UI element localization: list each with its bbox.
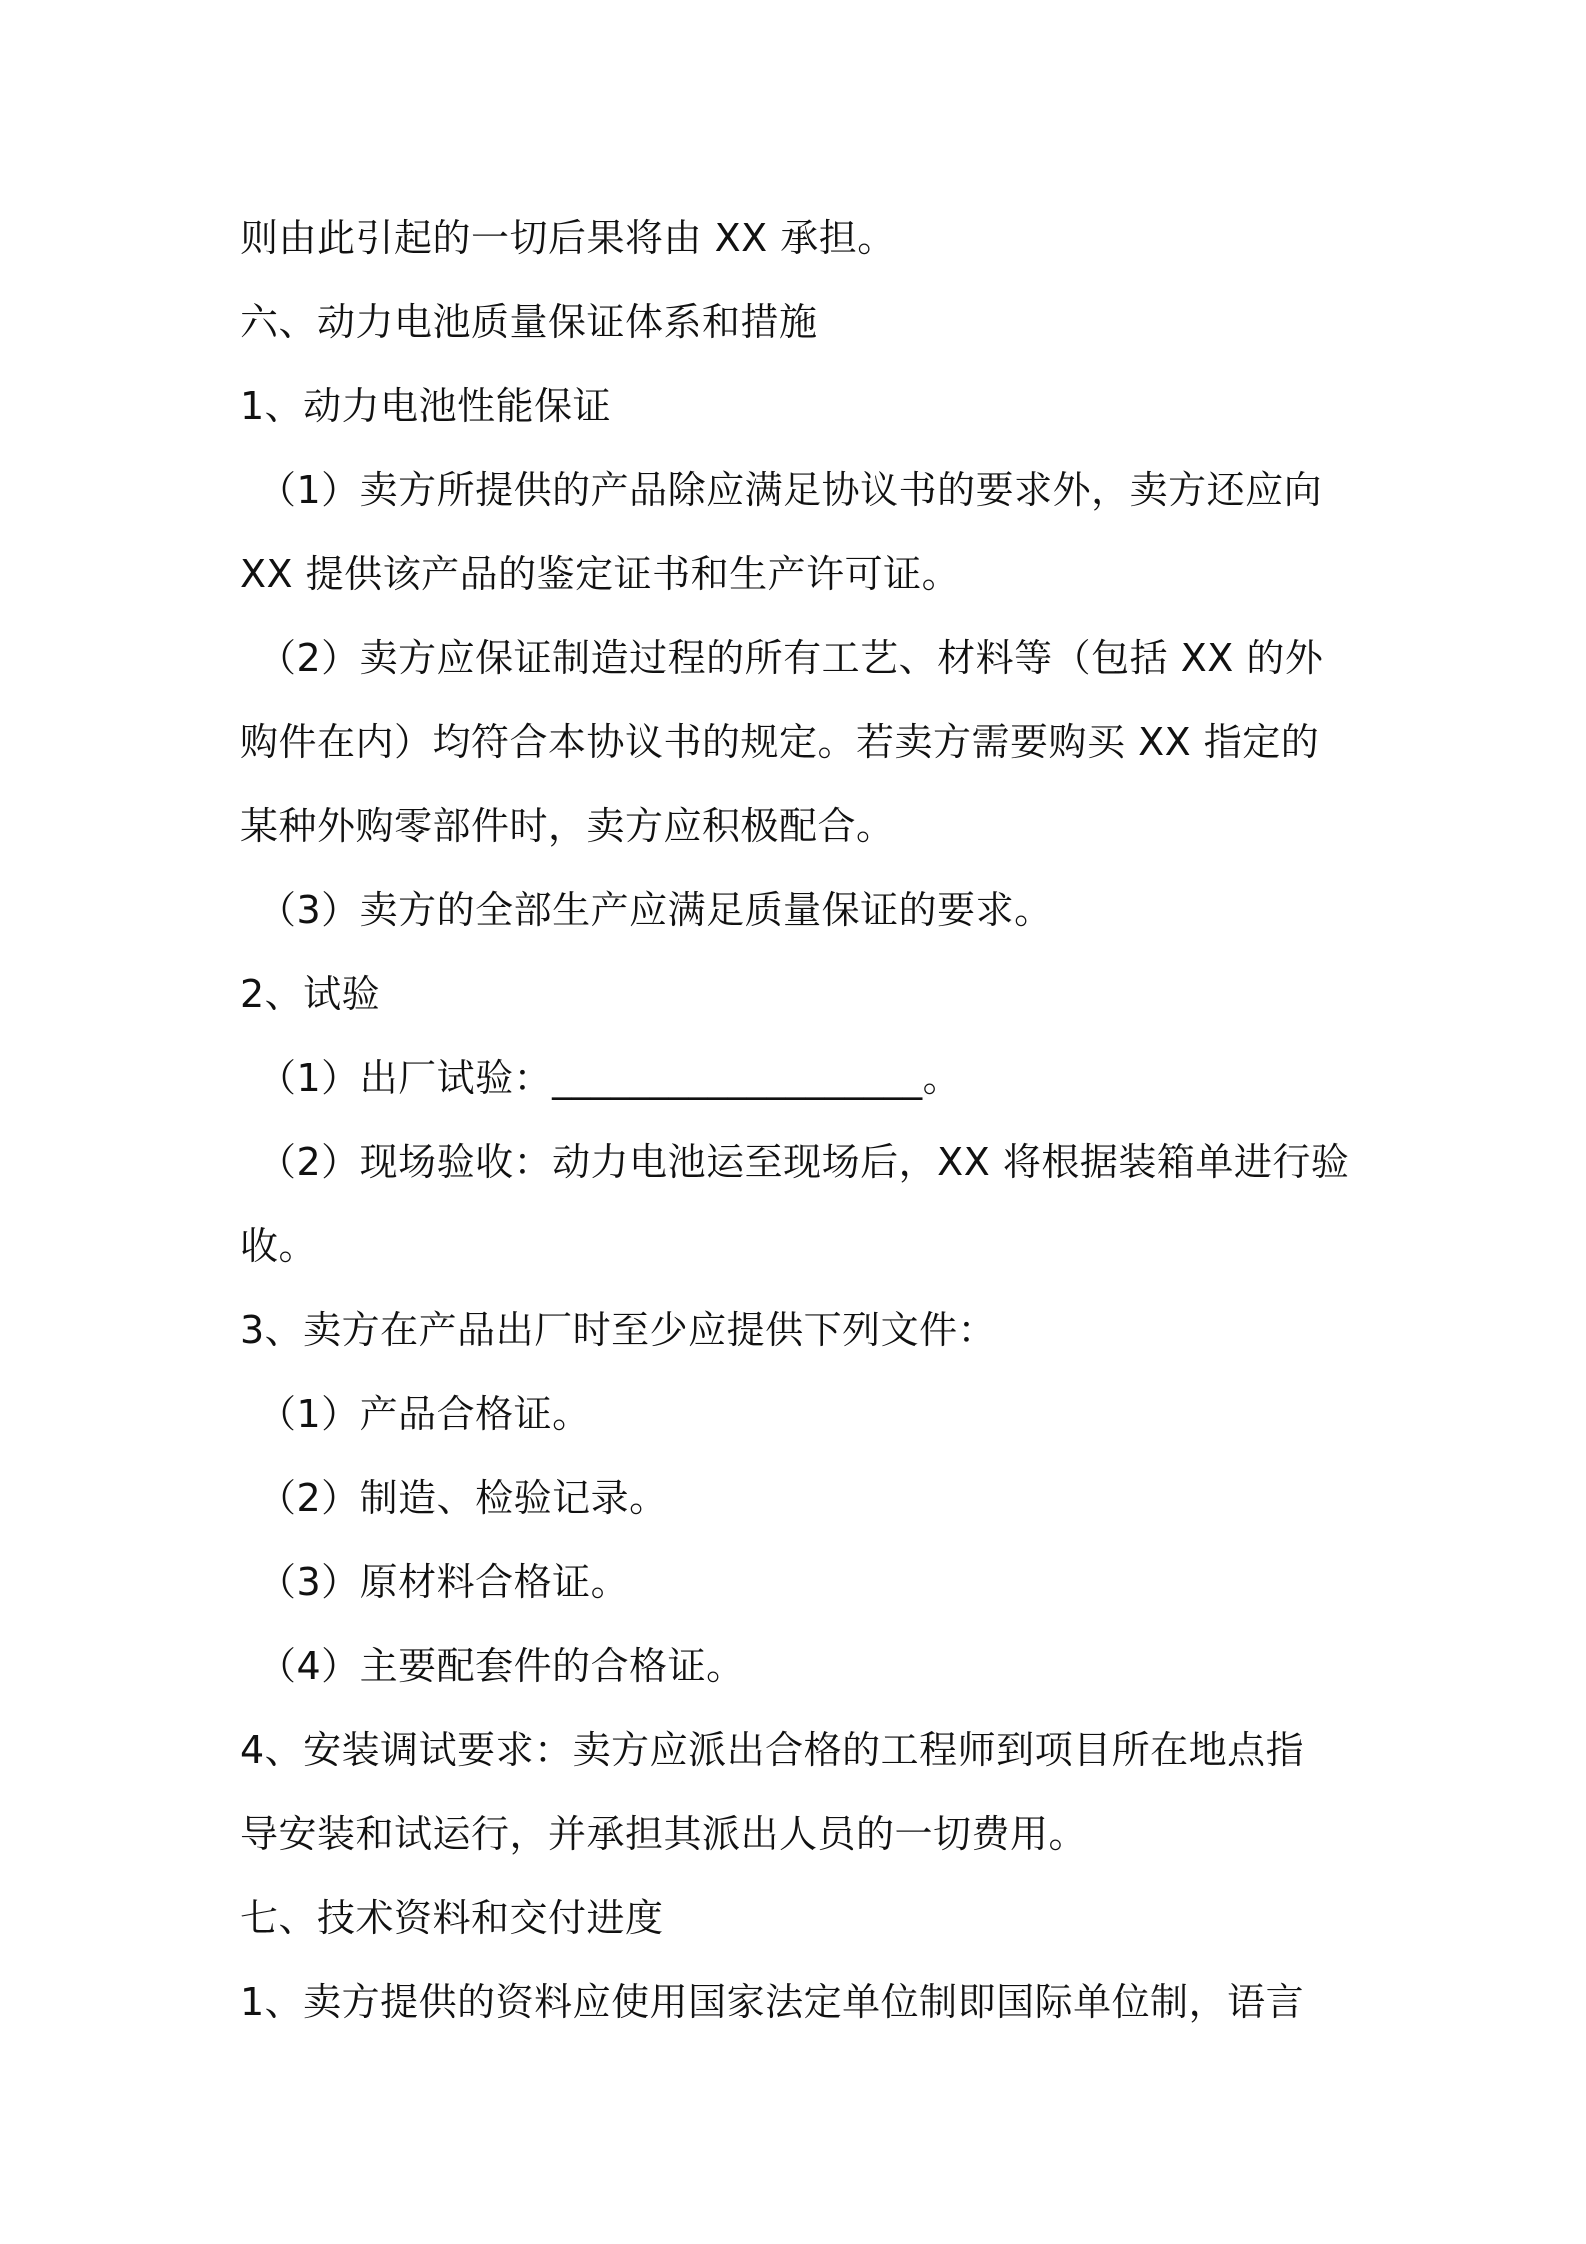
document-body (240, 196, 1360, 2044)
section-heading-technical-data: 七、技术资料和交付进度 (240, 1896, 664, 1940)
paragraph-line-consequence: 则由此引起的一切后果将由 XX 承担。 (240, 216, 896, 260)
list-item-line: （2）卖方应保证制造过程的所有工艺、材料等（包括 XX 的外 (258, 636, 1324, 680)
section-heading-quality-assurance: 六、动力电池质量保证体系和措施 (240, 300, 818, 344)
list-item-factory-test: （1）出厂试验：___________________。 (258, 1056, 962, 1100)
paragraph-line: 1、卖方提供的资料应使用国家法定单位制即国际单位制，语言 (240, 1980, 1305, 2024)
paragraph-line: 导安装和试运行，并承担其派出人员的一切费用。 (240, 1812, 1088, 1856)
list-item-line: （1）卖方所提供的产品除应满足协议书的要求外，卖方还应向 (258, 468, 1323, 512)
subsection-heading-testing: 2、试验 (240, 972, 381, 1016)
subsection-heading-performance: 1、动力电池性能保证 (240, 384, 612, 428)
list-item-line: （2）现场验收：动力电池运至现场后，XX 将根据装箱单进行验 (258, 1140, 1350, 1184)
paragraph-line: 某种外购零部件时，卖方应积极配合。 (240, 804, 895, 848)
paragraph-line: XX 提供该产品的鉴定证书和生产许可证。 (240, 552, 961, 596)
subsection-heading-documents: 3、卖方在产品出厂时至少应提供下列文件： (240, 1308, 997, 1352)
list-item-line: （2）制造、检验记录。 (258, 1476, 668, 1520)
paragraph-line: 收。 (240, 1224, 318, 1268)
paragraph-line: 购件在内）均符合本协议书的规定。若卖方需要购买 XX 指定的 (240, 720, 1320, 764)
list-item-line: （3）原材料合格证。 (258, 1560, 630, 1604)
list-item-line: （1）产品合格证。 (258, 1392, 591, 1436)
list-item-line: （3）卖方的全部生产应满足质量保证的要求。 (258, 888, 1053, 932)
list-item-line: （4）主要配套件的合格证。 (258, 1644, 745, 1688)
subsection-heading-installation: 4、安装调试要求：卖方应派出合格的工程师到项目所在地点指 (240, 1728, 1305, 1772)
